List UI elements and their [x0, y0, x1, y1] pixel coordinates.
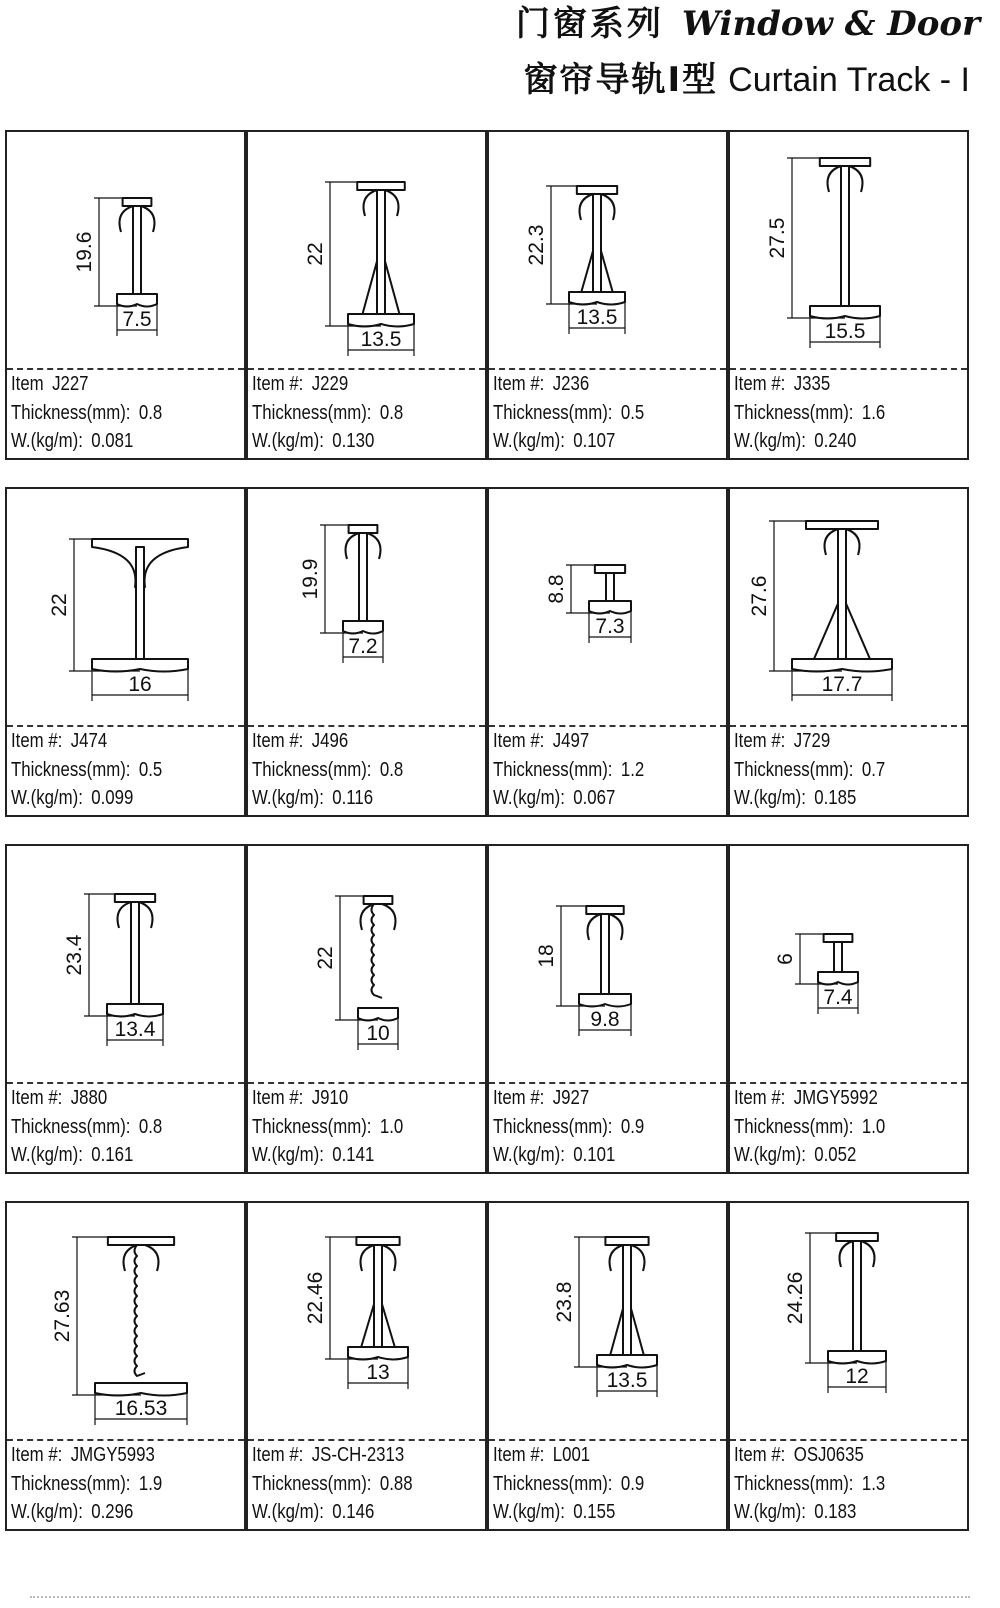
height-dimension-label: 19.9: [299, 558, 322, 600]
width-dimension-label: 7.4: [823, 986, 853, 1009]
weight-row: [11, 1498, 206, 1527]
weight-value: 0.052: [814, 1144, 857, 1166]
profile-drawing: [248, 132, 485, 368]
profile-top-flange: [605, 1237, 648, 1245]
item-value: J927: [552, 1087, 590, 1109]
item-label: Item #:: [734, 373, 786, 395]
weight-value: 0.116: [332, 787, 374, 809]
thickness-label: Thickness(mm):: [252, 1472, 372, 1495]
width-dimension-label: 15.5: [824, 320, 866, 343]
product-card: [728, 1201, 969, 1531]
weight-row: [734, 784, 929, 813]
thickness-label: Thickness(mm):: [11, 1472, 131, 1495]
weight-value: 0.146: [332, 1501, 375, 1523]
profile-web: [623, 1245, 631, 1355]
profile-web: [834, 942, 842, 972]
item-label: Item #:: [11, 730, 63, 752]
width-dimension-label: 7.5: [122, 308, 152, 331]
weight-value: 0.101: [573, 1144, 616, 1166]
product-card: [487, 130, 728, 460]
item-label: Item #:: [252, 1444, 304, 1466]
profile-foot: [95, 1383, 187, 1396]
width-dimension-label: 13.4: [114, 1018, 156, 1041]
item-label: Item #:: [11, 1087, 63, 1109]
height-dimension-label: 8.8: [545, 574, 568, 604]
thickness-value: 0.5: [620, 401, 645, 424]
height-dimension-label: 19.6: [73, 231, 96, 273]
thickness-row: [11, 399, 206, 428]
item-value: J227: [52, 373, 89, 395]
weight-value: 0.296: [91, 1501, 134, 1523]
profile-drawing: [248, 489, 485, 725]
thickness-value: 0.8: [138, 1115, 163, 1138]
height-dimension-label: 22: [314, 946, 337, 970]
weight-value: 0.155: [573, 1501, 616, 1523]
footer-divider: [30, 1596, 970, 1598]
weight-label: W.(kg/m):: [493, 1144, 565, 1166]
product-card: [246, 844, 487, 1174]
weight-value: 0.161: [91, 1144, 134, 1166]
profile-drawing: [7, 846, 244, 1082]
profile-drawing: [730, 846, 967, 1082]
profile-top-flange: [820, 158, 870, 166]
product-specs: [252, 727, 447, 813]
series-title: [516, 2, 980, 46]
width-dimension-label: 12: [845, 1365, 869, 1388]
width-dimension-label: 9.8: [590, 1008, 620, 1031]
item-row: [493, 727, 688, 756]
width-dimension-label: 13: [366, 1361, 390, 1384]
profile-foot: [92, 659, 188, 672]
item-row: [493, 370, 688, 399]
weight-row: [734, 427, 929, 456]
profile-web: [136, 547, 144, 659]
weight-label: W.(kg/m):: [252, 1501, 324, 1523]
thickness-value: 0.9: [620, 1115, 645, 1138]
item-row: [11, 1084, 206, 1113]
thickness-row: [11, 1113, 206, 1142]
thickness-label: Thickness(mm):: [11, 758, 131, 781]
item-label: Item #:: [493, 730, 545, 752]
thickness-value: 0.8: [379, 401, 404, 424]
profile-top-flange: [108, 1237, 174, 1245]
thickness-value: 1.3: [861, 1472, 886, 1495]
weight-label: W.(kg/m):: [493, 1501, 565, 1523]
profile-foot: [348, 314, 414, 327]
thickness-label: Thickness(mm):: [734, 401, 854, 424]
profile-drawing: [730, 132, 967, 368]
profile-top-flange: [364, 896, 393, 904]
profile-drawing: [489, 1203, 726, 1439]
item-row: [734, 1441, 929, 1470]
thickness-label: Thickness(mm):: [734, 1115, 854, 1138]
height-dimension-label: 27.6: [748, 575, 771, 617]
weight-label: W.(kg/m):: [252, 1144, 324, 1166]
weight-value: 0.130: [332, 430, 375, 452]
profile-web: [131, 902, 139, 1004]
height-dimension-label: 23.4: [63, 934, 86, 976]
profile-foot: [569, 292, 625, 305]
item-row: [252, 727, 447, 756]
width-dimension-label: 16: [128, 673, 152, 696]
thickness-label: Thickness(mm):: [734, 758, 854, 781]
thickness-value: 0.7: [861, 758, 886, 781]
item-row: [252, 1441, 447, 1470]
weight-row: [11, 427, 206, 456]
item-row: [493, 1084, 688, 1113]
weight-row: [734, 1141, 929, 1170]
item-row: [11, 370, 206, 399]
item-value: OSJ0635: [793, 1444, 864, 1466]
item-value: J236: [552, 373, 590, 395]
profile-hooks: [124, 1245, 159, 1271]
product-title-en: Curtain Track - I: [728, 61, 970, 99]
weight-label: W.(kg/m):: [734, 430, 806, 452]
product-specs: [11, 370, 206, 456]
item-value: J910: [311, 1087, 349, 1109]
thickness-value: 0.8: [379, 758, 404, 781]
weight-label: W.(kg/m):: [734, 787, 806, 809]
weight-row: [493, 1141, 688, 1170]
item-row: [252, 1084, 447, 1113]
item-label: Item #:: [493, 373, 545, 395]
product-specs: [252, 370, 447, 456]
profile-foot: [818, 972, 858, 985]
thickness-row: [252, 756, 447, 785]
profile-foot: [358, 1008, 398, 1021]
weight-label: W.(kg/m):: [734, 1144, 806, 1166]
product-specs: [734, 370, 929, 456]
profile-foot: [792, 659, 892, 672]
weight-row: [493, 784, 688, 813]
profile-drawing: [248, 1203, 485, 1439]
height-dimension-label: 18: [535, 944, 558, 968]
product-specs: [11, 1441, 206, 1527]
product-card: [246, 487, 487, 817]
item-label: Item #:: [734, 1087, 786, 1109]
weight-label: W.(kg/m):: [11, 430, 83, 452]
height-dimension-label: 22: [48, 593, 71, 617]
item-value: JS-CH-2313: [311, 1444, 405, 1466]
item-label: Item #:: [493, 1444, 545, 1466]
thickness-value: 0.8: [138, 401, 163, 424]
thickness-value: 1.9: [138, 1472, 163, 1495]
product-title: [524, 58, 971, 102]
product-card: [246, 130, 487, 460]
item-label: Item #:: [252, 1087, 304, 1109]
profile-web: [359, 533, 367, 621]
item-row: [11, 727, 206, 756]
item-value: JMGY5992: [793, 1087, 878, 1109]
item-value: J497: [552, 730, 590, 752]
weight-value: 0.141: [332, 1144, 375, 1166]
thickness-value: 0.88: [379, 1472, 413, 1495]
thickness-value: 1.6: [861, 401, 886, 424]
weight-label: W.(kg/m):: [11, 1144, 83, 1166]
profile-drawing: [248, 846, 485, 1082]
width-dimension-label: 7.2: [348, 635, 378, 658]
item-row: [734, 370, 929, 399]
product-card: [5, 844, 246, 1174]
weight-value: 0.240: [814, 430, 857, 452]
item-label: Item #:: [11, 1444, 63, 1466]
item-row: [11, 1441, 206, 1470]
product-card: [246, 1201, 487, 1531]
profile-web: [374, 1245, 382, 1347]
thickness-label: Thickness(mm):: [252, 1115, 372, 1138]
weight-row: [11, 784, 206, 813]
profile-top-flange: [577, 186, 617, 194]
thickness-row: [493, 1470, 688, 1499]
item-row: [493, 1441, 688, 1470]
product-title-zh: 窗帘导轨I型: [523, 60, 719, 100]
width-dimension-label: 10: [366, 1022, 390, 1045]
item-row: [734, 1084, 929, 1113]
profile-drawing: [730, 1203, 967, 1439]
weight-row: [11, 1141, 206, 1170]
weight-row: [252, 1141, 447, 1170]
profile-web: [853, 1241, 861, 1351]
thickness-row: [734, 756, 929, 785]
profile-foot: [343, 621, 383, 634]
weight-label: W.(kg/m):: [734, 1501, 806, 1523]
height-dimension-label: 24.26: [784, 1271, 807, 1325]
width-dimension-label: 13.5: [606, 1369, 648, 1392]
height-dimension-label: 6: [774, 953, 797, 965]
item-label: Item #:: [252, 373, 304, 395]
width-dimension-label: 7.3: [595, 615, 625, 638]
profile-web: [135, 1245, 146, 1376]
product-card: [5, 130, 246, 460]
weight-value: 0.099: [91, 787, 134, 809]
product-specs: [493, 1084, 688, 1170]
weight-value: 0.067: [573, 787, 616, 809]
profile-drawing: [7, 132, 244, 368]
thickness-label: Thickness(mm):: [734, 1472, 854, 1495]
thickness-value: 0.5: [138, 758, 163, 781]
thickness-row: [252, 399, 447, 428]
item-value: J335: [793, 373, 831, 395]
thickness-value: 1.2: [620, 758, 645, 781]
thickness-label: Thickness(mm):: [11, 401, 131, 424]
item-label: Item #:: [734, 1444, 786, 1466]
height-dimension-label: 22: [304, 242, 327, 266]
thickness-label: Thickness(mm):: [252, 401, 372, 424]
profile-top-flange: [123, 198, 152, 206]
item-value: L001: [552, 1444, 591, 1466]
thickness-label: Thickness(mm):: [493, 401, 613, 424]
weight-row: [252, 1498, 447, 1527]
thickness-value: 0.9: [620, 1472, 645, 1495]
item-value: J496: [311, 730, 349, 752]
weight-label: W.(kg/m):: [252, 787, 324, 809]
thickness-row: [252, 1113, 447, 1142]
weight-label: W.(kg/m):: [11, 787, 83, 809]
profile-drawing: [7, 1203, 244, 1439]
profile-foot: [828, 1351, 886, 1364]
profile-drawing: [489, 489, 726, 725]
weight-row: [252, 784, 447, 813]
profile-top-flange: [806, 521, 878, 529]
height-dimension-label: 27.63: [51, 1289, 74, 1343]
thickness-row: [493, 399, 688, 428]
height-dimension-label: 23.8: [553, 1281, 576, 1323]
thickness-row: [734, 1470, 929, 1499]
product-specs: [734, 727, 929, 813]
weight-value: 0.185: [814, 787, 857, 809]
height-dimension-label: 22.3: [525, 224, 548, 266]
product-card: [728, 844, 969, 1174]
thickness-row: [493, 756, 688, 785]
width-dimension-label: 17.7: [821, 673, 863, 696]
weight-row: [493, 427, 688, 456]
weight-label: W.(kg/m):: [252, 430, 324, 452]
item-value: J229: [311, 373, 349, 395]
thickness-label: Thickness(mm):: [11, 1115, 131, 1138]
product-card: [487, 487, 728, 817]
page-header: [0, 0, 1000, 130]
profile-drawing: [7, 489, 244, 725]
profile-hooks: [361, 904, 396, 930]
thickness-value: 1.0: [861, 1115, 886, 1138]
profile-web: [372, 904, 383, 998]
thickness-row: [493, 1113, 688, 1142]
weight-label: W.(kg/m):: [493, 787, 565, 809]
product-specs: [252, 1084, 447, 1170]
weight-row: [493, 1498, 688, 1527]
series-title-zh: 门窗系列: [515, 4, 664, 44]
width-dimension-label: 13.5: [576, 306, 618, 329]
product-specs: [734, 1084, 929, 1170]
product-specs: [493, 727, 688, 813]
profile-web: [841, 166, 849, 306]
profile-foot: [597, 1355, 657, 1368]
profile-top-flange: [586, 906, 623, 914]
weight-value: 0.183: [814, 1501, 857, 1523]
thickness-row: [11, 1470, 206, 1499]
product-card: [487, 1201, 728, 1531]
profile-drawing: [730, 489, 967, 725]
profile-top-flange: [115, 894, 155, 902]
width-dimension-label: 13.5: [360, 328, 402, 351]
product-specs: [734, 1441, 929, 1527]
product-specs: [493, 1441, 688, 1527]
profile-top-flange: [349, 525, 378, 533]
product-specs: [11, 1084, 206, 1170]
product-card: [5, 487, 246, 817]
item-row: [734, 727, 929, 756]
weight-value: 0.081: [91, 430, 134, 452]
profile-web: [838, 529, 846, 659]
height-dimension-label: 27.5: [766, 217, 789, 259]
thickness-label: Thickness(mm):: [252, 758, 372, 781]
item-value: JMGY5993: [70, 1444, 155, 1466]
profile-drawing: [489, 132, 726, 368]
profile-foot: [589, 601, 631, 614]
thickness-row: [252, 1470, 447, 1499]
thickness-value: 1.0: [379, 1115, 404, 1138]
thickness-label: Thickness(mm):: [493, 1115, 613, 1138]
profile-foot: [117, 294, 157, 307]
thickness-label: Thickness(mm):: [493, 1472, 613, 1495]
profile-web: [606, 573, 614, 601]
width-dimension-label: 16.53: [114, 1397, 168, 1420]
weight-value: 0.107: [573, 430, 616, 452]
item-label: Item #:: [734, 730, 786, 752]
profile-web: [377, 190, 385, 314]
profile-top-flange: [836, 1233, 878, 1241]
product-specs: [11, 727, 206, 813]
item-value: J729: [793, 730, 831, 752]
weight-row: [252, 427, 447, 456]
profile-foot: [579, 994, 631, 1007]
profile-drawing: [489, 846, 726, 1082]
item-label: Item #:: [493, 1087, 545, 1109]
weight-label: W.(kg/m):: [493, 430, 565, 452]
thickness-row: [734, 399, 929, 428]
profile-top-flange: [356, 1237, 399, 1245]
profile-foot: [810, 306, 880, 319]
product-specs: [493, 370, 688, 456]
profile-foot: [348, 1347, 408, 1360]
profile-web: [601, 914, 609, 994]
profile-foot: [107, 1004, 163, 1017]
product-card: [728, 487, 969, 817]
item-label: Item #:: [252, 730, 304, 752]
profile-top-flange: [595, 565, 625, 573]
thickness-label: Thickness(mm):: [493, 758, 613, 781]
weight-row: [734, 1498, 929, 1527]
product-card: [5, 1201, 246, 1531]
product-specs: [252, 1441, 447, 1527]
item-value: J474: [70, 730, 108, 752]
profile-top-flange: [824, 934, 853, 942]
product-card: [487, 844, 728, 1174]
product-card: [728, 130, 969, 460]
height-dimension-label: 22.46: [304, 1271, 327, 1325]
item-value: J880: [70, 1087, 108, 1109]
profile-top-flange: [357, 182, 405, 190]
weight-label: W.(kg/m):: [11, 1501, 83, 1523]
thickness-row: [11, 756, 206, 785]
series-title-en: Window & Door: [681, 4, 980, 44]
profile-web: [133, 206, 141, 294]
profile-web: [593, 194, 601, 292]
thickness-row: [734, 1113, 929, 1142]
item-row: [252, 370, 447, 399]
item-label: Item: [11, 373, 44, 395]
